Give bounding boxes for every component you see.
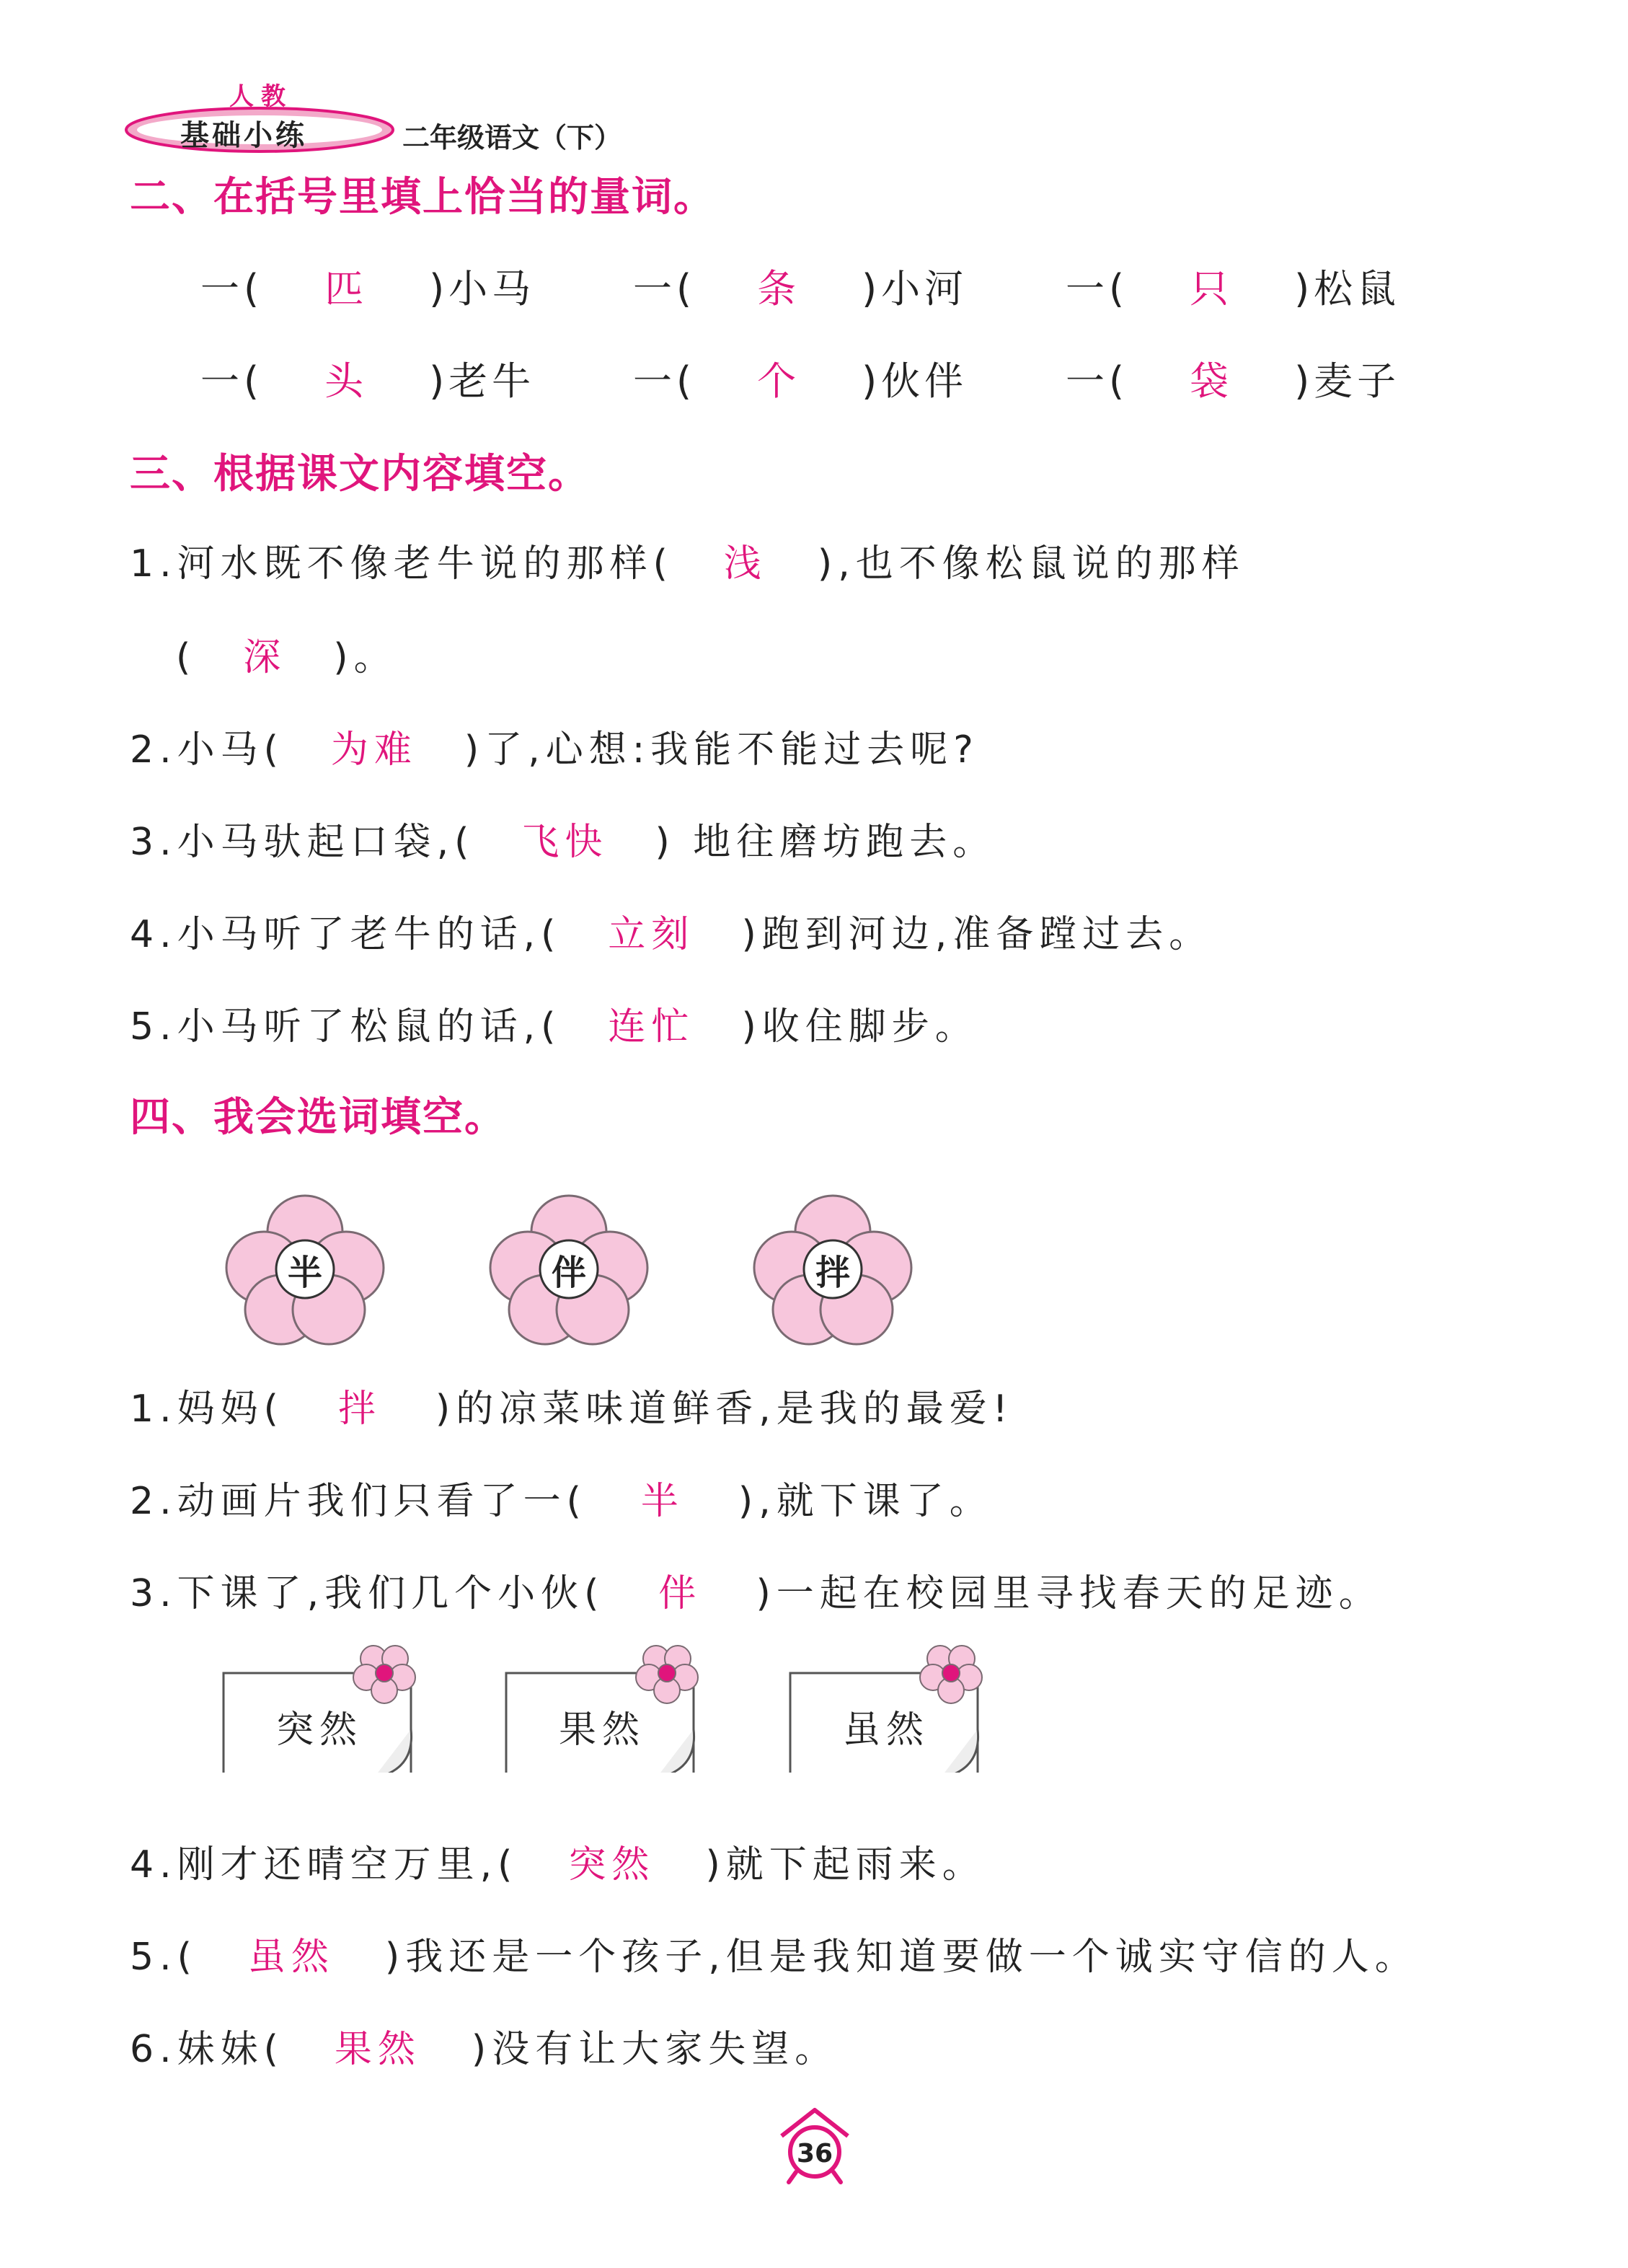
section3-title: 三、根据课文内容填空。 (130, 451, 590, 498)
measure-word-answer: 袋 (1190, 358, 1234, 404)
flower-choice-3 (750, 1190, 916, 1349)
flower-char: 拌 (815, 1252, 850, 1293)
measure-word-item: 一( 匹 )小马 (200, 266, 536, 312)
answer: 立刻 (608, 913, 695, 956)
flower-choice-1 (222, 1190, 388, 1349)
answer: 为难 (330, 728, 417, 772)
measure-word-item: 一( 头 )老牛 (200, 358, 536, 404)
word-card-2 (505, 1672, 699, 1780)
question-3-5: 5.小马听了松鼠的话,( 连忙 )收住脚步。 (130, 1005, 978, 1049)
header-series: 基础小练 (180, 119, 307, 152)
section4-title: 四、我会选词填空。 (130, 1094, 506, 1141)
answer: 飞快 (521, 821, 609, 864)
question-4-3: 3.下课了,我们几个小伙( 伴 )一起在校园里寻找春天的足迹。 (130, 1572, 1382, 1615)
question-3-3: 3.小马驮起口袋,( 飞快 ) 地往磨坊跑去。 (130, 821, 996, 864)
measure-word-item: 一( 条 )小河 (633, 266, 968, 312)
question-4-2: 2.动画片我们只看了一( 半 ),就下课了。 (130, 1480, 993, 1523)
header-publisher: 人教 (229, 82, 293, 111)
section2-title: 二、在括号里填上恰当的量词。 (130, 174, 715, 221)
question-4-1: 1.妈妈( 拌 )的凉菜味道鲜香,是我的最爱! (130, 1387, 1014, 1431)
question-4-6: 6.妹妹( 果然 )没有让大家失望。 (130, 2028, 839, 2071)
answer: 果然 (334, 2028, 421, 2071)
answer: 虽然 (247, 1936, 335, 1979)
answer: 伴 (658, 1572, 702, 1615)
question-3-1-cont: ( 深 )。 (176, 636, 397, 679)
measure-word-answer: 条 (757, 266, 801, 312)
word-card-1 (222, 1672, 417, 1780)
measure-word-answer: 个 (757, 358, 801, 404)
answer: 突然 (568, 1843, 655, 1887)
answer: 浅 (723, 542, 767, 586)
measure-word-answer: 头 (324, 358, 368, 404)
question-4-5: 5.( 虽然 )我还是一个孩子,但是我知道要做一个诚实守信的人。 (130, 1936, 1418, 1979)
header-subject: 二年级语文（下） (402, 122, 622, 154)
answer: 深 (243, 636, 287, 679)
answer: 连忙 (608, 1005, 695, 1049)
measure-word-item: 一( 个 )伙伴 (633, 358, 968, 404)
flower-char: 半 (287, 1252, 322, 1293)
question-3-2: 2.小马( 为难 )了,心想:我能不能过去呢? (130, 728, 979, 772)
measure-word-answer: 只 (1190, 266, 1234, 312)
question-4-4: 4.刚才还晴空万里,( 突然 )就下起雨来。 (130, 1843, 986, 1887)
flower-choice-2 (486, 1190, 652, 1349)
card-word: 果然 (558, 1708, 645, 1752)
measure-word-item: 一( 只 )松鼠 (1066, 266, 1401, 312)
answer: 拌 (337, 1387, 381, 1431)
word-card-3 (789, 1672, 983, 1780)
page-number: 36 (796, 2139, 833, 2168)
question-3-1: 1.河水既不像老牛说的那样( 浅 ),也不像松鼠说的那样 (130, 542, 1245, 586)
question-3-4: 4.小马听了老牛的话,( 立刻 )跑到河边,准备蹚过去。 (130, 913, 1213, 956)
card-word: 虽然 (842, 1708, 929, 1752)
measure-word-answer: 匹 (324, 266, 368, 312)
answer: 半 (640, 1480, 684, 1523)
measure-word-item: 一( 袋 )麦子 (1066, 358, 1401, 404)
card-word: 突然 (275, 1708, 363, 1752)
flower-char: 伴 (551, 1252, 586, 1293)
